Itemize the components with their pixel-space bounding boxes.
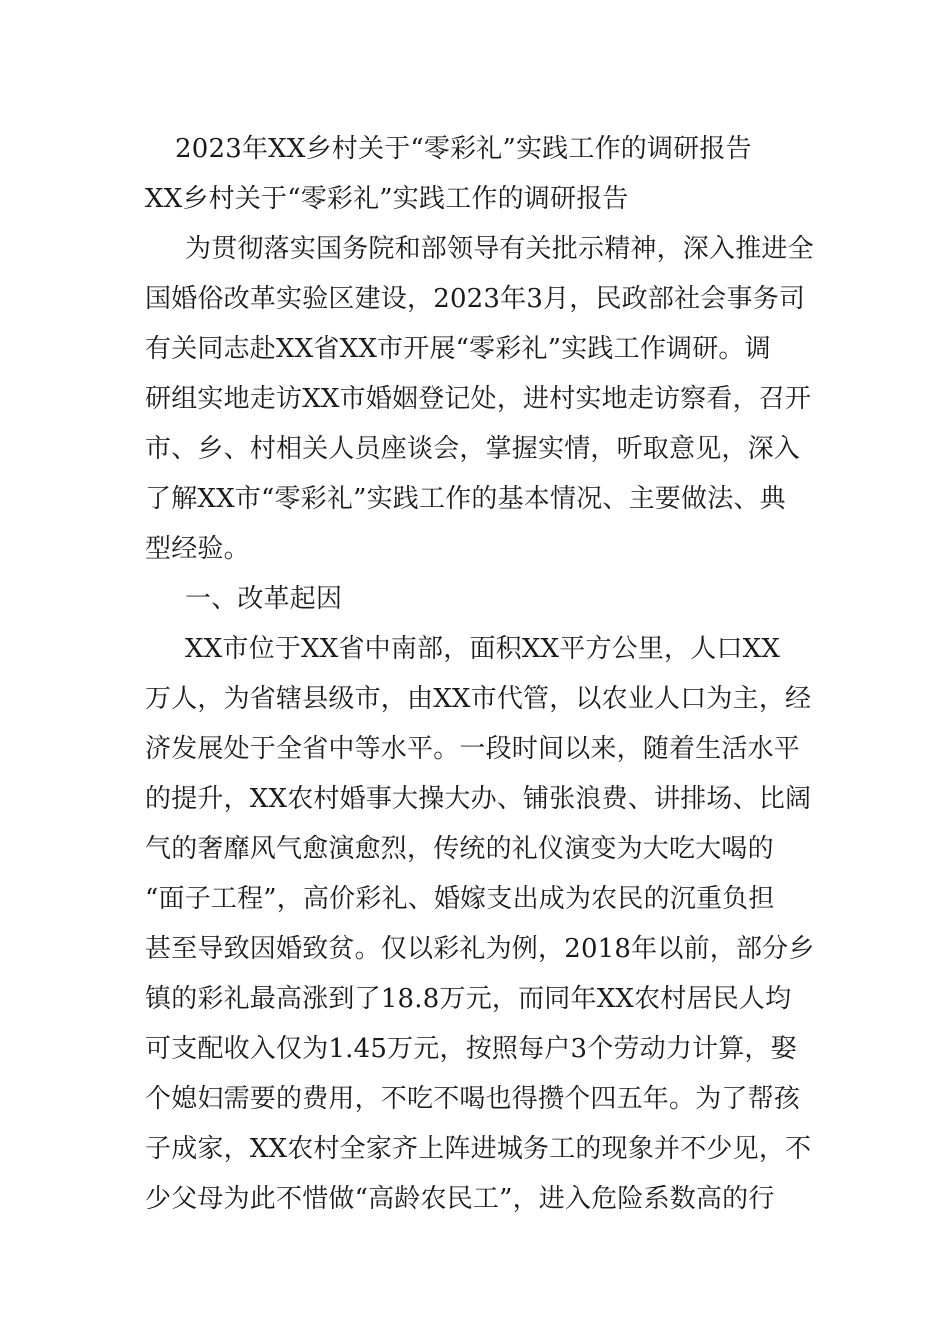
paragraph-line: 济发展处于全省中等水平。一段时间以来，随着生活水平 — [145, 734, 801, 764]
paragraph-line: 了解XX市“零彩礼”实践工作的基本情况、主要做法、典 — [145, 484, 786, 514]
paragraph-line: 万人，为省辖县级市，由XX市代管，以农业人口为主，经 — [145, 684, 812, 714]
paragraph-line: 可支配收入仅为1.45万元，按照每户3个劳动力计算，娶 — [145, 1034, 797, 1064]
paragraph-line: 少父母为此不惜做“高龄农民工”，进入危险系数高的行 — [145, 1184, 775, 1214]
paragraph-line: 个媳妇需要的费用，不吃不喝也得攒个四五年。为了帮孩 — [145, 1084, 801, 1114]
paragraph-line: 为贯彻落实国务院和部领导有关批示精神，深入推进全 — [185, 234, 814, 264]
paragraph-line: 镇的彩礼最高涨到了18.8万元，而同年XX农村居民人均 — [145, 984, 792, 1014]
paragraph-reform-cause — [145, 624, 815, 1224]
paragraph-line: XX市位于XX省中南部，面积XX平方公里，人口XX — [185, 634, 781, 664]
paragraph-intro — [145, 224, 814, 574]
paragraph-line: 型经验。 — [145, 534, 250, 564]
document-subtitle: XX乡村关于“零彩礼”实践工作的调研报告 — [145, 184, 629, 214]
paragraph-line: 气的奢靡风气愈演愈烈，传统的礼仪演变为大吃大喝的 — [145, 834, 774, 864]
document-page — [145, 124, 815, 1224]
paragraph-line: 国婚俗改革实验区建设，2023年3月，民政部社会事务司 — [145, 284, 806, 314]
paragraph-line: 有关同志赴XX省XX市开展“零彩礼”实践工作调研。调 — [145, 334, 771, 364]
paragraph-line: 甚至导致因婚致贫。仅以彩礼为例，2018年以前，部分乡 — [145, 934, 815, 964]
paragraph-line: “面子工程”，高价彩礼、婚嫁支出成为农民的沉重负担 — [145, 884, 775, 914]
document-title: 2023年XX乡村关于“零彩礼”实践工作的调研报告 — [175, 134, 752, 164]
paragraph-line: 的提升，XX农村婚事大操大办、铺张浪费、讲排场、比阔 — [145, 784, 812, 814]
section-heading: 一、改革起因 — [185, 584, 343, 614]
paragraph-line: 子成家，XX农村全家齐上阵进城务工的现象并不少见，不 — [145, 1134, 812, 1164]
paragraph-line: 研组实地走访XX市婚姻登记处，进村实地走访察看，召开 — [145, 384, 812, 414]
paragraph-line: 市、乡、村相关人员座谈会，掌握实情，听取意见，深入 — [145, 434, 801, 464]
